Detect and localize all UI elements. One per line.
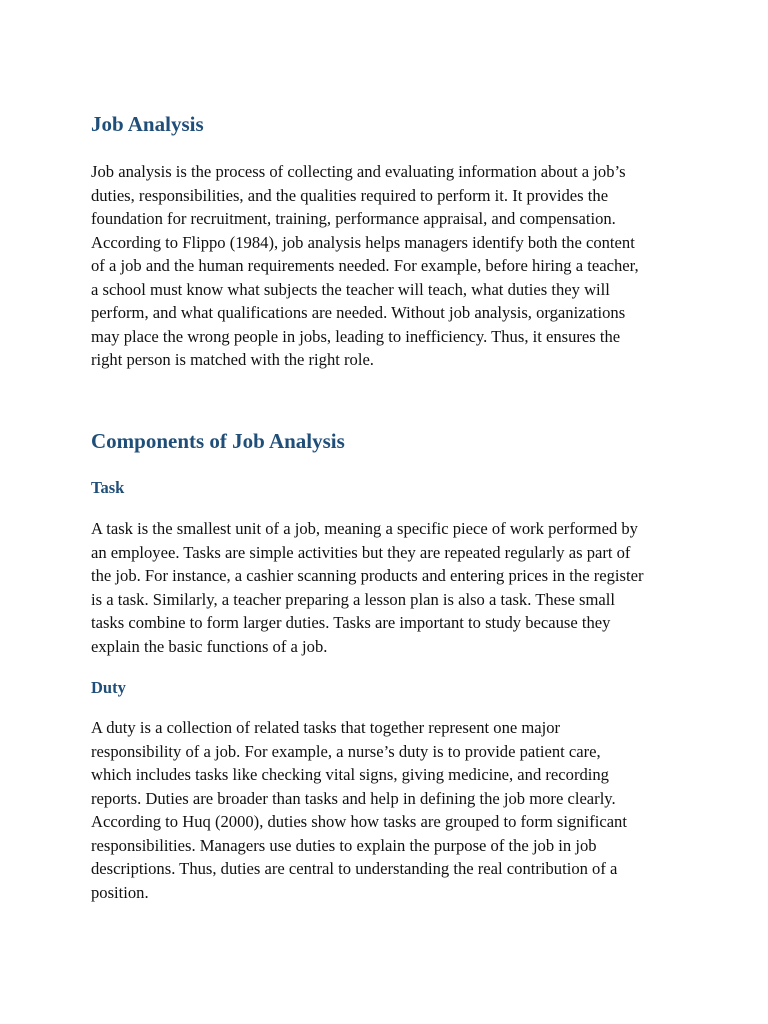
duty-line: descriptions. Thus, duties are central to understanding the real contribution of a	[91, 859, 618, 878]
page-title: Job Analysis	[91, 112, 204, 136]
intro-line: a school must know what subjects the teacher will teach, what duties they will	[91, 279, 610, 299]
intro-line: Job analysis is the process of collecting and evaluating information about a job’s	[91, 162, 626, 181]
duty-paragraph	[91, 716, 681, 904]
intro-line: According to Flippo (1984), job analysis helps managers identify both the content	[91, 232, 635, 252]
duty-line: responsibilities. Managers use duties to explain the purpose of the job in job	[91, 835, 597, 855]
subsection-heading-duty: Duty	[91, 678, 126, 697]
duty-line: A duty is a collection of related tasks that together represent one major	[91, 718, 561, 737]
task-line: explain the basic functions of a job.	[91, 636, 328, 656]
intro-line: of a job and the human requirements needed. For example, before hiring a teacher,	[91, 256, 639, 275]
duty-line: According to Huq (2000), duties show how tasks are grouped to form significant	[91, 812, 627, 831]
task-line: tasks combine to form larger duties. Tasks are important to study because they	[91, 613, 611, 632]
duty-line: reports. Duties are broader than tasks and help in defining the job more clearly.	[91, 788, 616, 808]
section-heading-components: Components of Job Analysis	[91, 429, 345, 453]
intro-line: right person is matched with the right role.	[91, 350, 374, 369]
task-line: A task is the smallest unit of a job, meaning a specific piece of work performed by	[91, 519, 638, 538]
task-line: the job. For instance, a cashier scanning products and entering prices in the register	[91, 566, 644, 585]
duty-line: which includes tasks like checking vital signs, giving medicine, and recording	[91, 765, 609, 784]
intro-paragraph	[91, 160, 681, 372]
intro-line: foundation for recruitment, training, performance appraisal, and compensation.	[91, 209, 616, 228]
task-line: an employee. Tasks are simple activities but they are repeated regularly as part of	[91, 542, 631, 562]
duty-line: responsibility of a job. For example, a nurse’s duty is to provide patient care,	[91, 741, 601, 761]
task-paragraph	[91, 517, 681, 658]
intro-line: may place the wrong people in jobs, leading to inefficiency. Thus, it ensures the	[91, 326, 621, 346]
task-line: is a task. Similarly, a teacher preparing a lesson plan is also a task. These small	[91, 589, 615, 609]
duty-line: position.	[91, 882, 149, 902]
intro-line: duties, responsibilities, and the qualities required to perform it. It provides the	[91, 185, 609, 205]
intro-line: perform, and what qualifications are needed. Without job analysis, organizations	[91, 303, 626, 322]
subsection-heading-task: Task	[91, 478, 125, 497]
